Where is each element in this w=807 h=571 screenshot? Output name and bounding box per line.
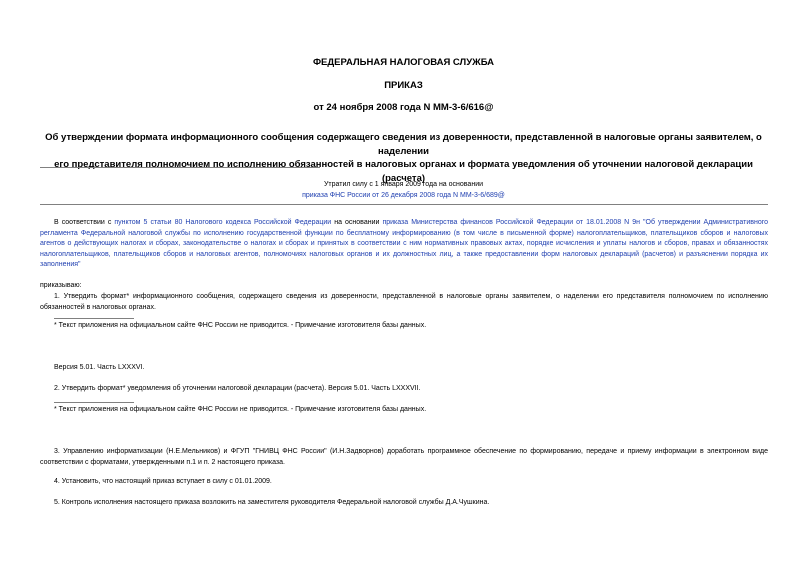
item-1: 1. Утвердить формат* информационного сообщения, содержащего сведения из доверенности, представленной в налоговые органы заявителем, о наделении его представителя полномочием по исполнению обязанностей в налоговых органах. [40, 293, 768, 311]
document-date-number: от 24 ноября 2008 года N ММ-3-6/616@ [313, 102, 494, 113]
footnote-2: * Текст приложения на официальном сайте ФНС России не приводится. - Примечание изготовителя базы данных. [54, 406, 427, 413]
preamble-mid: на основании [331, 219, 383, 226]
item-5: 5. Контроль исполнения настоящего приказа возложить на заместителя руководителя Федеральной налоговой службы Д.А.Чушкина. [54, 499, 490, 506]
agency-name: ФЕДЕРАЛЬНАЯ НАЛОГОВАЯ СЛУЖБА [312, 57, 495, 68]
tax-code-link[interactable]: пунктом 5 статьи 80 Налогового кодекса Российской Федерации [114, 219, 332, 226]
orders-word: приказываю: [40, 282, 82, 289]
document-title [40, 131, 767, 185]
separator-rule [40, 167, 320, 168]
preamble-paragraph [40, 218, 768, 271]
footnote-rule [54, 318, 134, 319]
footnote-1: * Текст приложения на официальном сайте ФНС России не приводится. - Примечание изготовителя базы данных. [54, 322, 427, 329]
title-line-2: его представителя полномочием по исполнению обязанностей в налоговых органах и формата уведомления об уточнении налоговой декларации (расчета) [54, 159, 753, 184]
status-link[interactable]: приказа ФНС России от 26 декабря 2008 года N ММ-3-6/689@ [302, 192, 505, 199]
document-type: ПРИКАЗ [384, 80, 423, 91]
minfin-order-link[interactable]: приказа Министерства финансов Российской Федерации от 18.01.2008 N 9н "Об утверждении Административного регламента Федеральной налоговой службы по исполнению государственной функции по бесплатному информированию (в том числе в письменной форме) налогоплательщиков, плательщиков сборов и налоговых агентов о действующих налогах и сборах, законодательстве о налогах и сборах и принятых в соответствии с ним нормативных правовых актах, порядке исчисления и уплаты налогов и сборов, правах и обязанностях налогоплательщиков, плательщиков сборов и налоговых агентов, полномочиях налоговых органов и их должностных лиц, а также предоставлении форм налоговых деклараций (расчетов) и разъяснении порядка их заполнения" [40, 219, 769, 268]
separator-rule [40, 204, 768, 205]
item-3: 3. Управлению информатизации (Н.Е.Мельников) и ФГУП "ГНИВЦ ФНС России" (И.Н.Задворнов) доработать программное обеспечение по формированию, передаче и приему информации в электронном виде соответствии с форматами, утвержденными п.1 и п. 2 настоящего приказа. [40, 448, 768, 466]
item-4: 4. Установить, что настоящий приказ вступает в силу с 01.01.2009. [54, 478, 272, 485]
version-1: Версия 5.01. Часть LXXXVI. [54, 364, 145, 371]
item-2: 2. Утвердить формат* уведомления об уточнении налоговой декларации (расчета). Версия 5.01. Часть LXXXVII. [54, 385, 421, 392]
title-line-1: Об утверждении формата информационного сообщения содержащего сведения из доверенности, представленной в налоговые органы заявителем, о наделении [45, 132, 762, 157]
footnote-rule [54, 402, 134, 403]
status-text: Утратил силу с 1 января 2009 года на основании [323, 181, 484, 188]
preamble-prefix: В соответствии с [54, 219, 115, 226]
